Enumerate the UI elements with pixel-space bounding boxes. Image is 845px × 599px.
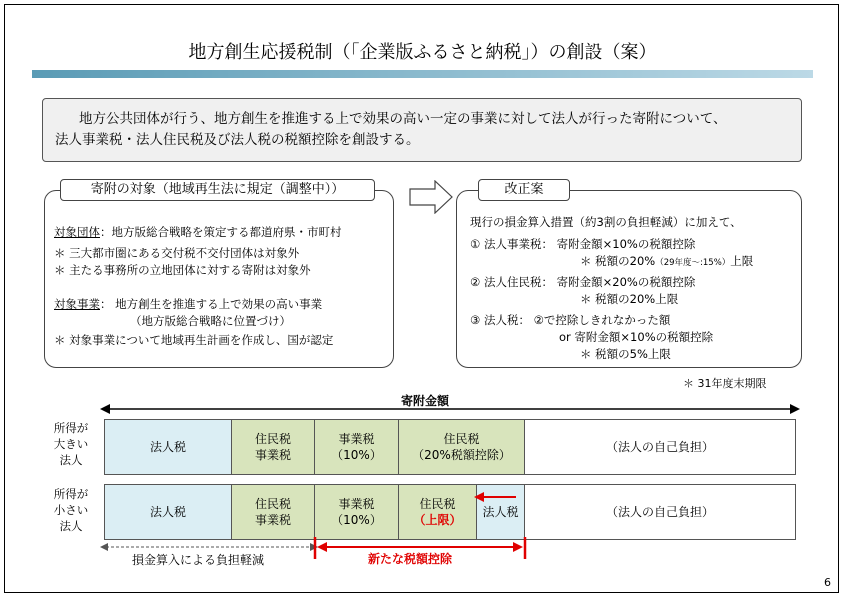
intro-line-1: 地方公共団体が行う、地方創生を推進する上で効果の高い一定の事業に対して法人が行った寄附について、 [79,111,727,127]
new-credit-label: 新たな税額控除 [368,552,453,566]
seg-business-tax-rate-2: （10%） [331,513,382,527]
row-label-large [46,420,96,468]
intro-box [42,98,802,162]
donation-amount-arrow [100,402,800,416]
bar-small-income [104,484,796,540]
reform-item-2: ② 法人住民税： 寄附金額×20%の税額控除 [470,275,696,289]
target-project-label: 対象事業 [54,297,100,311]
reform-lead: 現行の損金算入措置（約3割の負担軽減）に加えて、 [470,215,742,229]
seg-business-tax-label: 事業税 [338,432,375,446]
seg-resident-tax-20 [399,420,525,474]
row-label-large-2: 大きい [53,437,89,451]
target-project [54,296,322,312]
seg-business-tax-rate: （10%） [331,448,382,462]
seg-business-tax-10-2 [315,485,399,539]
reform-item-1-note-c: 上限 [730,254,754,268]
seg-corporate-tax-2: 法人税 [105,485,232,539]
right-arrow-icon [409,180,453,214]
reform-item-2-note: ＊ 税額の20%上限 [580,292,679,306]
seg-business-label-2: 事業税 [254,513,291,527]
seg-resident-tax-cap-label: （上限） [413,513,462,527]
seg-business-tax-label-2: 事業税 [338,497,375,511]
reform-item-1-note [580,253,753,271]
seg-business-label: 事業税 [254,448,291,462]
row-label-small-2: 小さい [53,503,89,517]
seg-business-tax-10 [315,420,399,474]
row-label-small [46,486,96,534]
bar-large-income [104,419,796,475]
donation-amount-label: 寄附金額 [400,394,449,408]
target-org-text: ：地方版総合戦略を策定する都道府県・市町村 [100,225,342,239]
target-project-text: ： 地方創生を推進する上で効果の高い事業 [100,297,323,311]
target-note-1: ＊ 三大都市圏にある交付税不交付団体は対象外 [54,246,300,260]
seg-corporate-tax-overflow: 法人税 [477,485,525,539]
seg-resident-tax-label: 住民税 [443,432,480,446]
seg-resident-tax-cap [399,485,477,539]
target-org [54,224,342,240]
seg-resident-label: 住民税 [254,432,291,446]
page-number: 6 [824,576,831,589]
seg-resident-label-2: 住民税 [254,497,291,511]
reform-item-3: ③ 法人税： ②で控除しきれなかった額 [470,313,671,327]
seg-corporate-tax: 法人税 [105,420,232,474]
reform-item-1: ① 法人事業税： 寄附金額×10%の税額控除 [470,237,696,251]
loss-deduction-label: 損金算入による負担軽減 [132,553,265,567]
page-title: 地方創生応援税制（「企業版ふるさと納税」）の創設（案） [188,42,657,63]
seg-resident-business [232,420,315,474]
seg-resident-tax-rate: （20%税額控除） [412,448,511,462]
seg-self-burden: （法人の自己負担） [525,420,795,474]
target-box-tag: 寄附の対象（地域再生法に規定（調整中）） [60,179,375,201]
target-org-label: 対象団体 [54,225,100,239]
target-note-2: ＊ 主たる事務所の立地団体に対する寄附は対象外 [54,263,311,277]
deadline-note: ＊ 31年度末期限 [683,377,767,390]
seg-self-burden-2: （法人の自己負担） [525,485,795,539]
intro-line-2: 法人事業税・法人住民税及び法人税の税額控除を創設する。 [55,132,420,148]
seg-resident-business-2 [232,485,315,539]
reform-item-3-note: ＊ 税額の5%上限 [580,347,671,361]
reform-box-tag: 改正案 [478,179,570,201]
target-project-text-2: （地方版総合戦略に位置づけ） [130,314,291,328]
row-label-large-1: 所得が [53,421,89,435]
target-note-3: ＊ 対象事業について地域再生計画を作成し、国が認定 [54,333,334,347]
reform-item-1-note-b: （29年度～:15%） [655,258,731,268]
row-label-small-3: 法人 [59,519,83,533]
seg-resident-tax-label-2: 住民税 [419,497,456,511]
red-left-arrow-icon [474,491,518,503]
reform-item-1-note-a: ＊ 税額の20% [580,254,656,268]
title-bar [32,70,813,78]
row-label-large-3: 法人 [59,453,83,467]
reform-item-3b: or 寄附金額×10%の税額控除 [559,330,714,344]
row-label-small-1: 所得が [53,487,89,501]
